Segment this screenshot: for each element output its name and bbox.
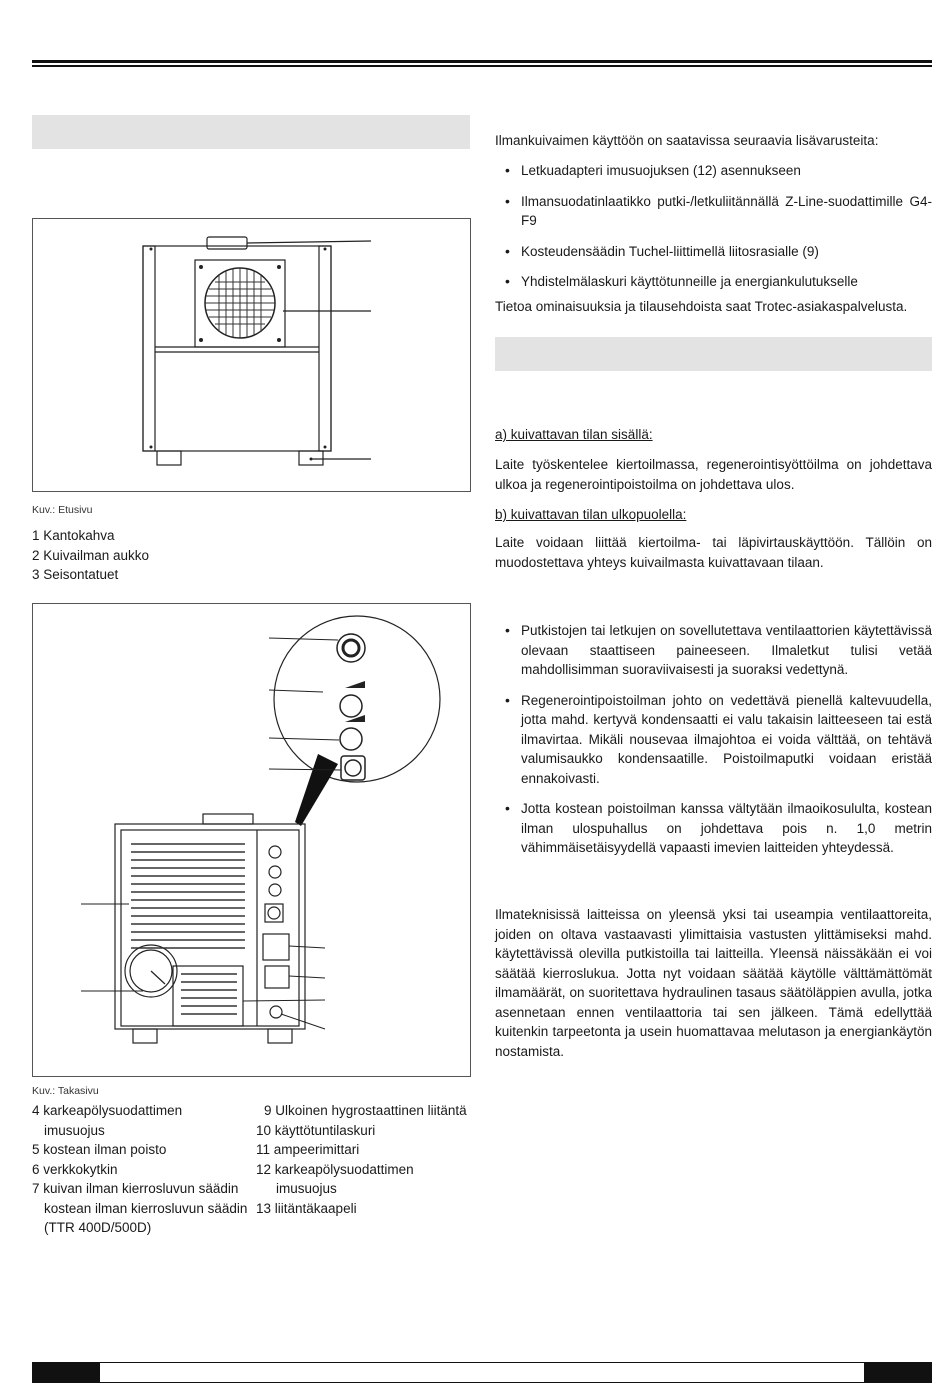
- figure-rear-view: [32, 603, 471, 1077]
- final-paragraph: Ilmateknisissä laitteissa on yleensä yksi tai useampia ventilaattoreita, joiden on oltava vastaavasti ylimittaisia vastusten ylittämiseksi mahd. käytettävissä olevilla putkistoilla tai laitteilla. Yleensä näissäkään ei voi säätää kierroslukua. Jotta nyt voidaan säätää käytölle välttämättömät ilmamäärät, on suoritettava hydraulinen tasaus säätöläppien avulla, jotka asennetaan ennen ventilaattoria tai sen jälkeen. Tämä edellyttää kuitenkin tarpeetonta ja usein huomattavaa melutason ja energiankäytön nostamista.: [495, 907, 932, 1059]
- subsection-b-text: Laite voidaan liittää kiertoilma- tai läpivirtauskäyttöön. Tällöin on muodostettava yhteys kuivailmasta kuivattavaan tilaan.: [495, 535, 932, 570]
- figure-front-view: [32, 218, 471, 492]
- accessories-list: [495, 161, 932, 303]
- legend-item: 11 ampeerimittari: [256, 1142, 360, 1157]
- list-item: • Jotta kostean poistoilman kanssa vältytään ilmaoikosululta, kostean ilman ulospuhallus on johdettava pois n. 1,0 metrin vähimmäisetäisyydellä vapaasti imevien laitteiden yhteydessä.: [495, 799, 932, 858]
- subsection-b-title: b) kuivattavan tilan ulkopuolella:: [495, 507, 687, 522]
- legend-item: (TTR 400D/500D): [44, 1220, 152, 1235]
- legend-item: 5 kostean ilman poisto: [32, 1142, 167, 1157]
- list-item: • Regenerointipoistoilman johto on vedettävä pienellä kaltevuudella, jotta mahd. kertyvä kondensaatti ei valu takaisin laitteeseen tai estä ilmavirtaa. Mikäli nousevaa ilmajohtoa ei voida välttää, on tehtävä valumisaukko kondensaatille. Poistoilmaputki voidaan eristää ennakoivasti.: [495, 691, 932, 789]
- list-item: • Putkistojen tai letkujen on sovellutettava ventilaattorien käytettävissä olevaan staattiseen paineeseen. Ilmaletkut tulisi vetää mahdollisimman suoraviivaisesti ja suoraksi vedettynä.: [495, 621, 932, 680]
- legend-item: imusuojus: [276, 1181, 337, 1196]
- legend-item: 7 kuivan ilman kierrosluvun säädin: [32, 1181, 239, 1196]
- legend-item: 12 karkeapölysuodattimen: [256, 1161, 414, 1177]
- legend-item: 3 Seisontatuet: [32, 567, 119, 582]
- footer-block-left: [32, 1362, 100, 1383]
- figure2-legend-col1: [32, 1101, 252, 1238]
- device-front-illustration: [33, 219, 470, 491]
- figure1-caption: Kuv.: Etusivu: [32, 504, 93, 516]
- figure2-caption: Kuv.: Takasivu: [32, 1085, 99, 1097]
- list-item: • Letkuadapteri imusuojuksen (12) asennukseen: [495, 161, 932, 181]
- legend-item: 1 Kantokahva: [32, 528, 115, 543]
- list-item: • Yhdistelmälaskuri käyttötunneille ja energiankulutukselle: [495, 272, 932, 292]
- device-rear-illustration: [33, 604, 470, 1076]
- section-heading-bar-right: [495, 337, 932, 371]
- legend-item: imusuojus: [44, 1122, 105, 1138]
- footer-block-right: [864, 1362, 932, 1383]
- legend-item: 2 Kuivailman aukko: [32, 547, 150, 563]
- section-heading-bar-left: [32, 115, 470, 149]
- header-rule-thick: [32, 60, 932, 63]
- legend-item: 9 Ulkoinen hygrostaattinen liitäntä: [264, 1103, 467, 1118]
- legend-item: 10 käyttötuntilaskuri: [256, 1122, 376, 1138]
- footer-bar: [32, 1362, 932, 1383]
- subsection-a-text: Laite työskentelee kiertoilmassa, regenerointisyöttöilma on johdettava ulkoa ja regenerointipoistoilma on johdettava ulos.: [495, 457, 932, 492]
- figure2-legend-col2: [256, 1101, 472, 1218]
- figure1-legend: [32, 526, 470, 585]
- legend-item: 4 karkeapölysuodattimen: [32, 1103, 183, 1118]
- legend-item: 13 liitäntäkaapeli: [256, 1200, 357, 1216]
- accessories-note: Tietoa ominaisuuksia ja tilausehdoista saat Trotec-asiakaspalvelusta.: [495, 299, 908, 314]
- list-item: • Kosteudensäädin Tuchel-liittimellä liitosrasialle (9): [495, 242, 932, 262]
- installation-list: [495, 621, 932, 869]
- legend-item: 6 verkkokytkin: [32, 1161, 118, 1177]
- accessories-intro: Ilmankuivaimen käyttöön on saatavissa seuraavia lisävarusteita:: [495, 133, 879, 148]
- list-item: • Ilmansuodatinlaatikko putki-/letkuliitännällä Z-Line-suodattimille G4-F9: [495, 192, 932, 231]
- subsection-a-title: a) kuivattavan tilan sisällä:: [495, 427, 653, 442]
- legend-item: kostean ilman kierrosluvun säädin: [44, 1200, 248, 1216]
- header-rule-thin: [32, 65, 932, 67]
